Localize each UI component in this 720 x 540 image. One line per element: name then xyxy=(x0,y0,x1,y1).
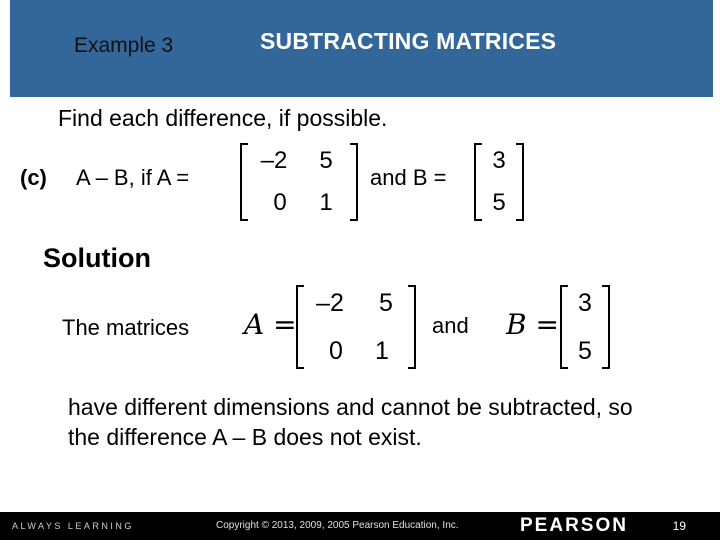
page-number: 19 xyxy=(672,519,686,533)
problem-matrix-a xyxy=(240,143,358,221)
matrix-cell: 0 xyxy=(329,337,343,365)
matrix-cell: –2 xyxy=(316,289,344,317)
var-b-label: B = xyxy=(506,308,559,341)
solution-heading: Solution xyxy=(43,243,151,273)
bracket-left xyxy=(296,285,304,369)
solution-conclusion: have different dimensions and cannot be subtracted, so the difference A – B does not exist. xyxy=(68,394,633,450)
problem-matrix-b xyxy=(474,143,524,221)
footer-bar xyxy=(0,512,720,540)
header-banner xyxy=(10,0,713,97)
matrix-cell: 5 xyxy=(319,147,333,174)
solution-intro: The matrices xyxy=(62,315,190,340)
matrix-cell: 5 xyxy=(578,337,592,365)
solution-matrix-a xyxy=(296,285,416,369)
bracket-right xyxy=(408,285,416,369)
bracket-left xyxy=(240,143,248,221)
slide-title: SUBTRACTING MATRICES xyxy=(260,28,557,54)
matrix-cell: 5 xyxy=(492,189,506,216)
solution-matrix-b xyxy=(560,285,610,369)
and-label: and xyxy=(432,313,469,338)
and-b-label: and B = xyxy=(370,165,447,190)
matrix-cell: 3 xyxy=(578,289,592,317)
footer-tagline: ALWAYS LEARNING xyxy=(12,521,134,531)
matrix-cell: 5 xyxy=(379,289,393,317)
matrix-cell: 3 xyxy=(492,147,506,174)
part-expression: A – B, if A = xyxy=(76,165,190,190)
matrix-cell: –2 xyxy=(260,147,288,174)
example-label: Example 3 xyxy=(74,34,174,57)
matrix-cell: 1 xyxy=(375,337,389,365)
instruction-text: Find each difference, if possible. xyxy=(58,105,388,131)
var-a-label: A = xyxy=(244,308,297,341)
matrix-cell: 1 xyxy=(319,189,333,216)
copyright-text: Copyright © 2013, 2009, 2005 Pearson Education, Inc. xyxy=(216,520,459,531)
bracket-right xyxy=(350,143,358,221)
part-label: (c) xyxy=(20,165,47,190)
pearson-logo: PEARSON xyxy=(520,515,628,536)
matrix-cell: 0 xyxy=(273,189,287,216)
